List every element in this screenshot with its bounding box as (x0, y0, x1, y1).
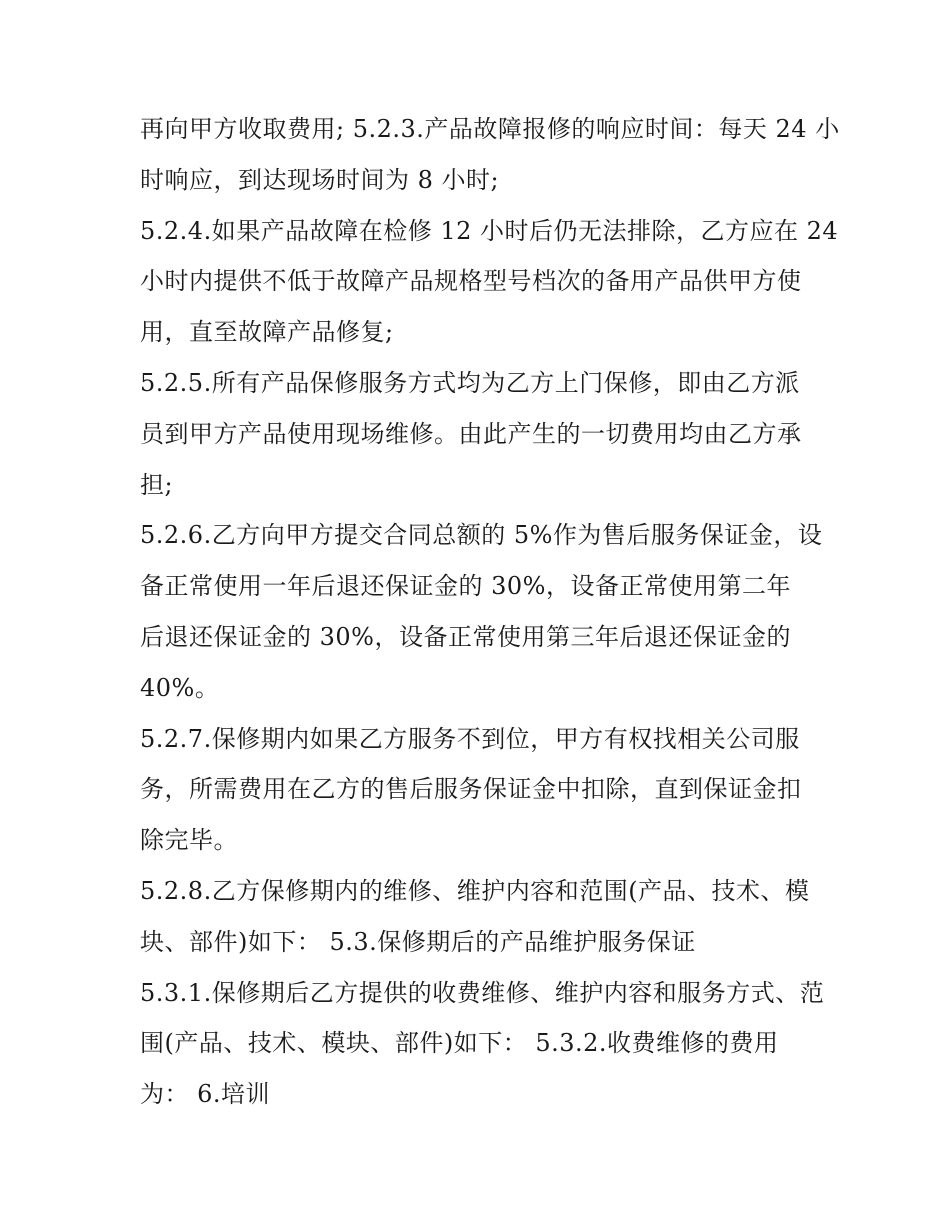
text-line: 5.2.5.所有产品保修服务方式均为乙方上门保修，即由乙方派 (140, 369, 800, 397)
text-line: 围(产品、技术、模块、部件)如下： 5.3.2.收费维修的费用 (140, 1029, 779, 1057)
text-line: 员到甲方产品使用现场维修。由此产生的一切费用均由乙方承 (140, 420, 802, 448)
text-line: 用，直至故障产品修复; (140, 318, 394, 346)
text-line: 时响应，到达现场时间为 8 小时; (140, 166, 500, 194)
text-line: 除完毕。 (140, 826, 238, 854)
text-line: 5.3.1.保修期后乙方提供的收费维修、维护内容和服务方式、范 (140, 979, 825, 1007)
text-line: 务，所需费用在乙方的售后服务保证金中扣除，直到保证金扣 (140, 775, 802, 803)
text-line: 5.2.7.保修期内如果乙方服务不到位，甲方有权找相关公司服 (140, 725, 800, 753)
text-line: 担; (140, 471, 174, 499)
text-line: 备正常使用一年后退还保证金的 30%，设备正常使用第二年 (140, 572, 791, 600)
text-line: 后退还保证金的 30%，设备正常使用第三年后退还保证金的 (140, 623, 791, 651)
text-line: 40%。 (140, 674, 220, 702)
text-line: 5.2.4.如果产品故障在检修 12 小时后仍无法排除，乙方应在 24 (140, 217, 839, 245)
text-line: 5.2.8.乙方保修期内的维修、维护内容和范围(产品、技术、模 (140, 877, 810, 905)
text-line: 为： 6.培训 (140, 1080, 271, 1108)
text-line: 小时内提供不低于故障产品规格型号档次的备用产品供甲方使 (140, 267, 802, 295)
text-line: 5.2.6.乙方向甲方提交合同总额的 5%作为售后服务保证金，设 (140, 521, 823, 549)
text-line: 块、部件)如下： 5.3.保修期后的产品维护服务保证 (140, 928, 696, 956)
text-line: 再向甲方收取费用; 5.2.3.产品故障报修的响应时间：每天 24 小 (140, 115, 840, 143)
